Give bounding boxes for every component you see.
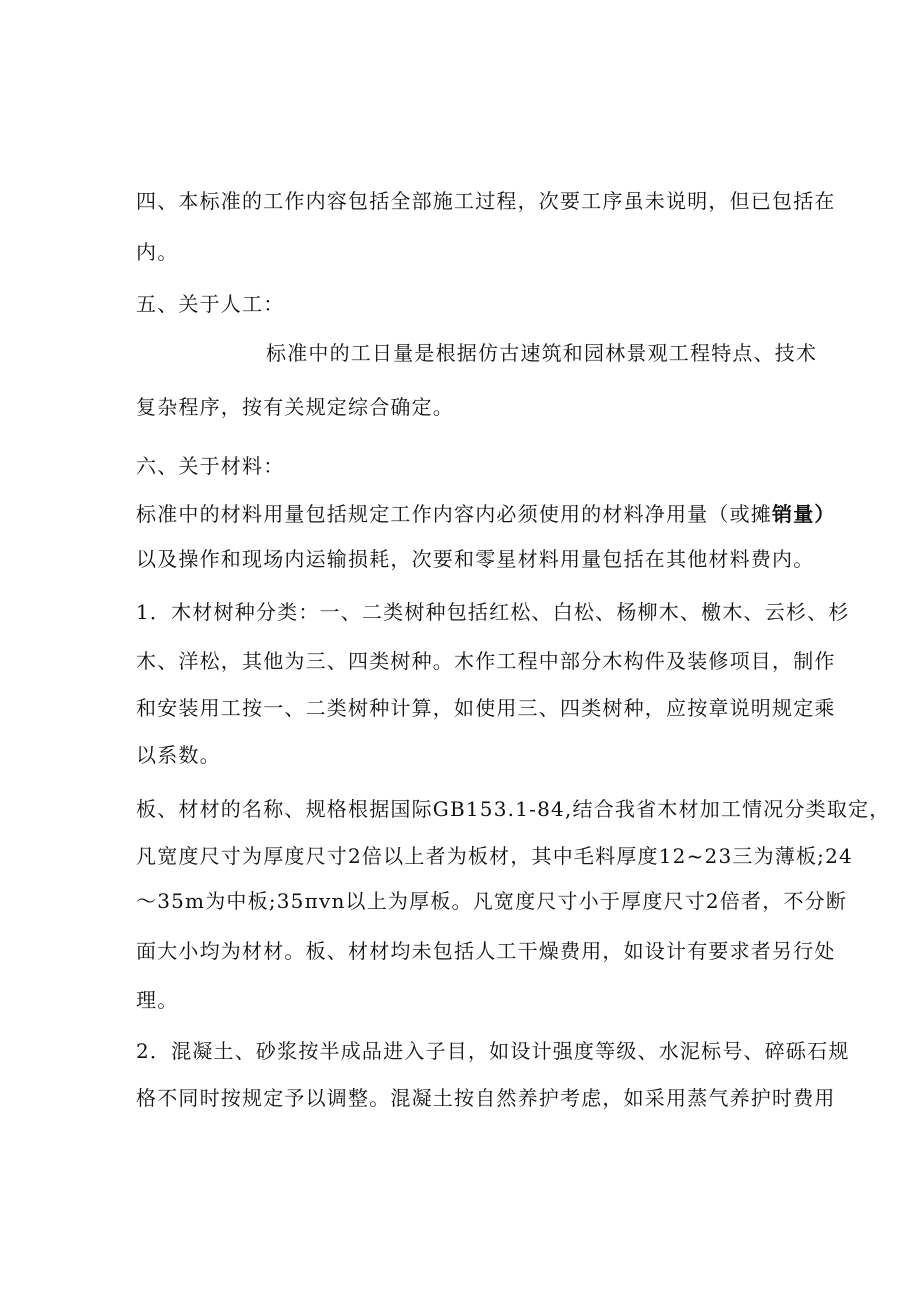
paragraph-line [136, 500, 836, 528]
paragraph-line-indented: 标准中的工日量是根据仿古速筑和园林景观工程特点、技术 [266, 341, 818, 365]
paragraph-line: 木、洋松，其他为三、四类树种。木作工程中部分木构件及装修项目，制作 [136, 649, 836, 673]
paragraph-line: 复杂程序，按有关规定综合确定。 [136, 395, 454, 419]
paragraph-text-bold: 销量） [772, 502, 836, 526]
paragraph-line: 面大小均为材材。板、材材均未包括人工干燥费用，如设计有要求者另行处 [136, 939, 836, 963]
paragraph-line: ～35m为中板;35πvn以上为厚板。凡宽度尺寸小于厚度尺寸2倍者，不分断 [136, 889, 848, 913]
paragraph-text: 标准中的材料用量包括规定工作内容内必须使用的材料净用量（或摊 [136, 502, 772, 526]
list-item-1: 1．木材树种分类：一、二类树种包括红松、白松、杨柳木、檄木、云杉、杉 [136, 600, 850, 624]
paragraph-line-4-header: 四、本标准的工作内容包括全部施工过程，次要工序虽未说明，但已包括在 [136, 189, 836, 213]
paragraph-line: 理。 [136, 988, 179, 1012]
section-heading-materials: 六、关于材料： [136, 454, 285, 478]
paragraph-line: 和安装用工按一、二类树种计算，如使用三、四类树种，应按章说明规定乘 [136, 696, 836, 720]
section-heading-labor: 五、关于人工： [136, 292, 285, 316]
paragraph-line: 以系数。 [136, 743, 221, 767]
paragraph-line: 板、材材的名称、规格根据国际GB153.1-84,结合我省木材加工情况分类取定， [136, 797, 891, 821]
list-item-2: 2．混凝土、砂浆按半成品进入子目，如设计强度等级、水泥标号、碎砾石规 [136, 1039, 850, 1063]
paragraph-line: 以及操作和现场内运输损耗，次要和零星材料用量包括在其他材料费内。 [136, 547, 815, 571]
paragraph-line: 内。 [136, 240, 179, 264]
paragraph-line: 凡宽度尺寸为厚度尺寸2倍以上者为板材，其中毛料厚度12~23三为薄板;24 [136, 844, 853, 868]
paragraph-line: 格不同时按规定予以调整。混凝土按自然养护考虑，如采用蒸气养护时费用 [136, 1086, 836, 1110]
